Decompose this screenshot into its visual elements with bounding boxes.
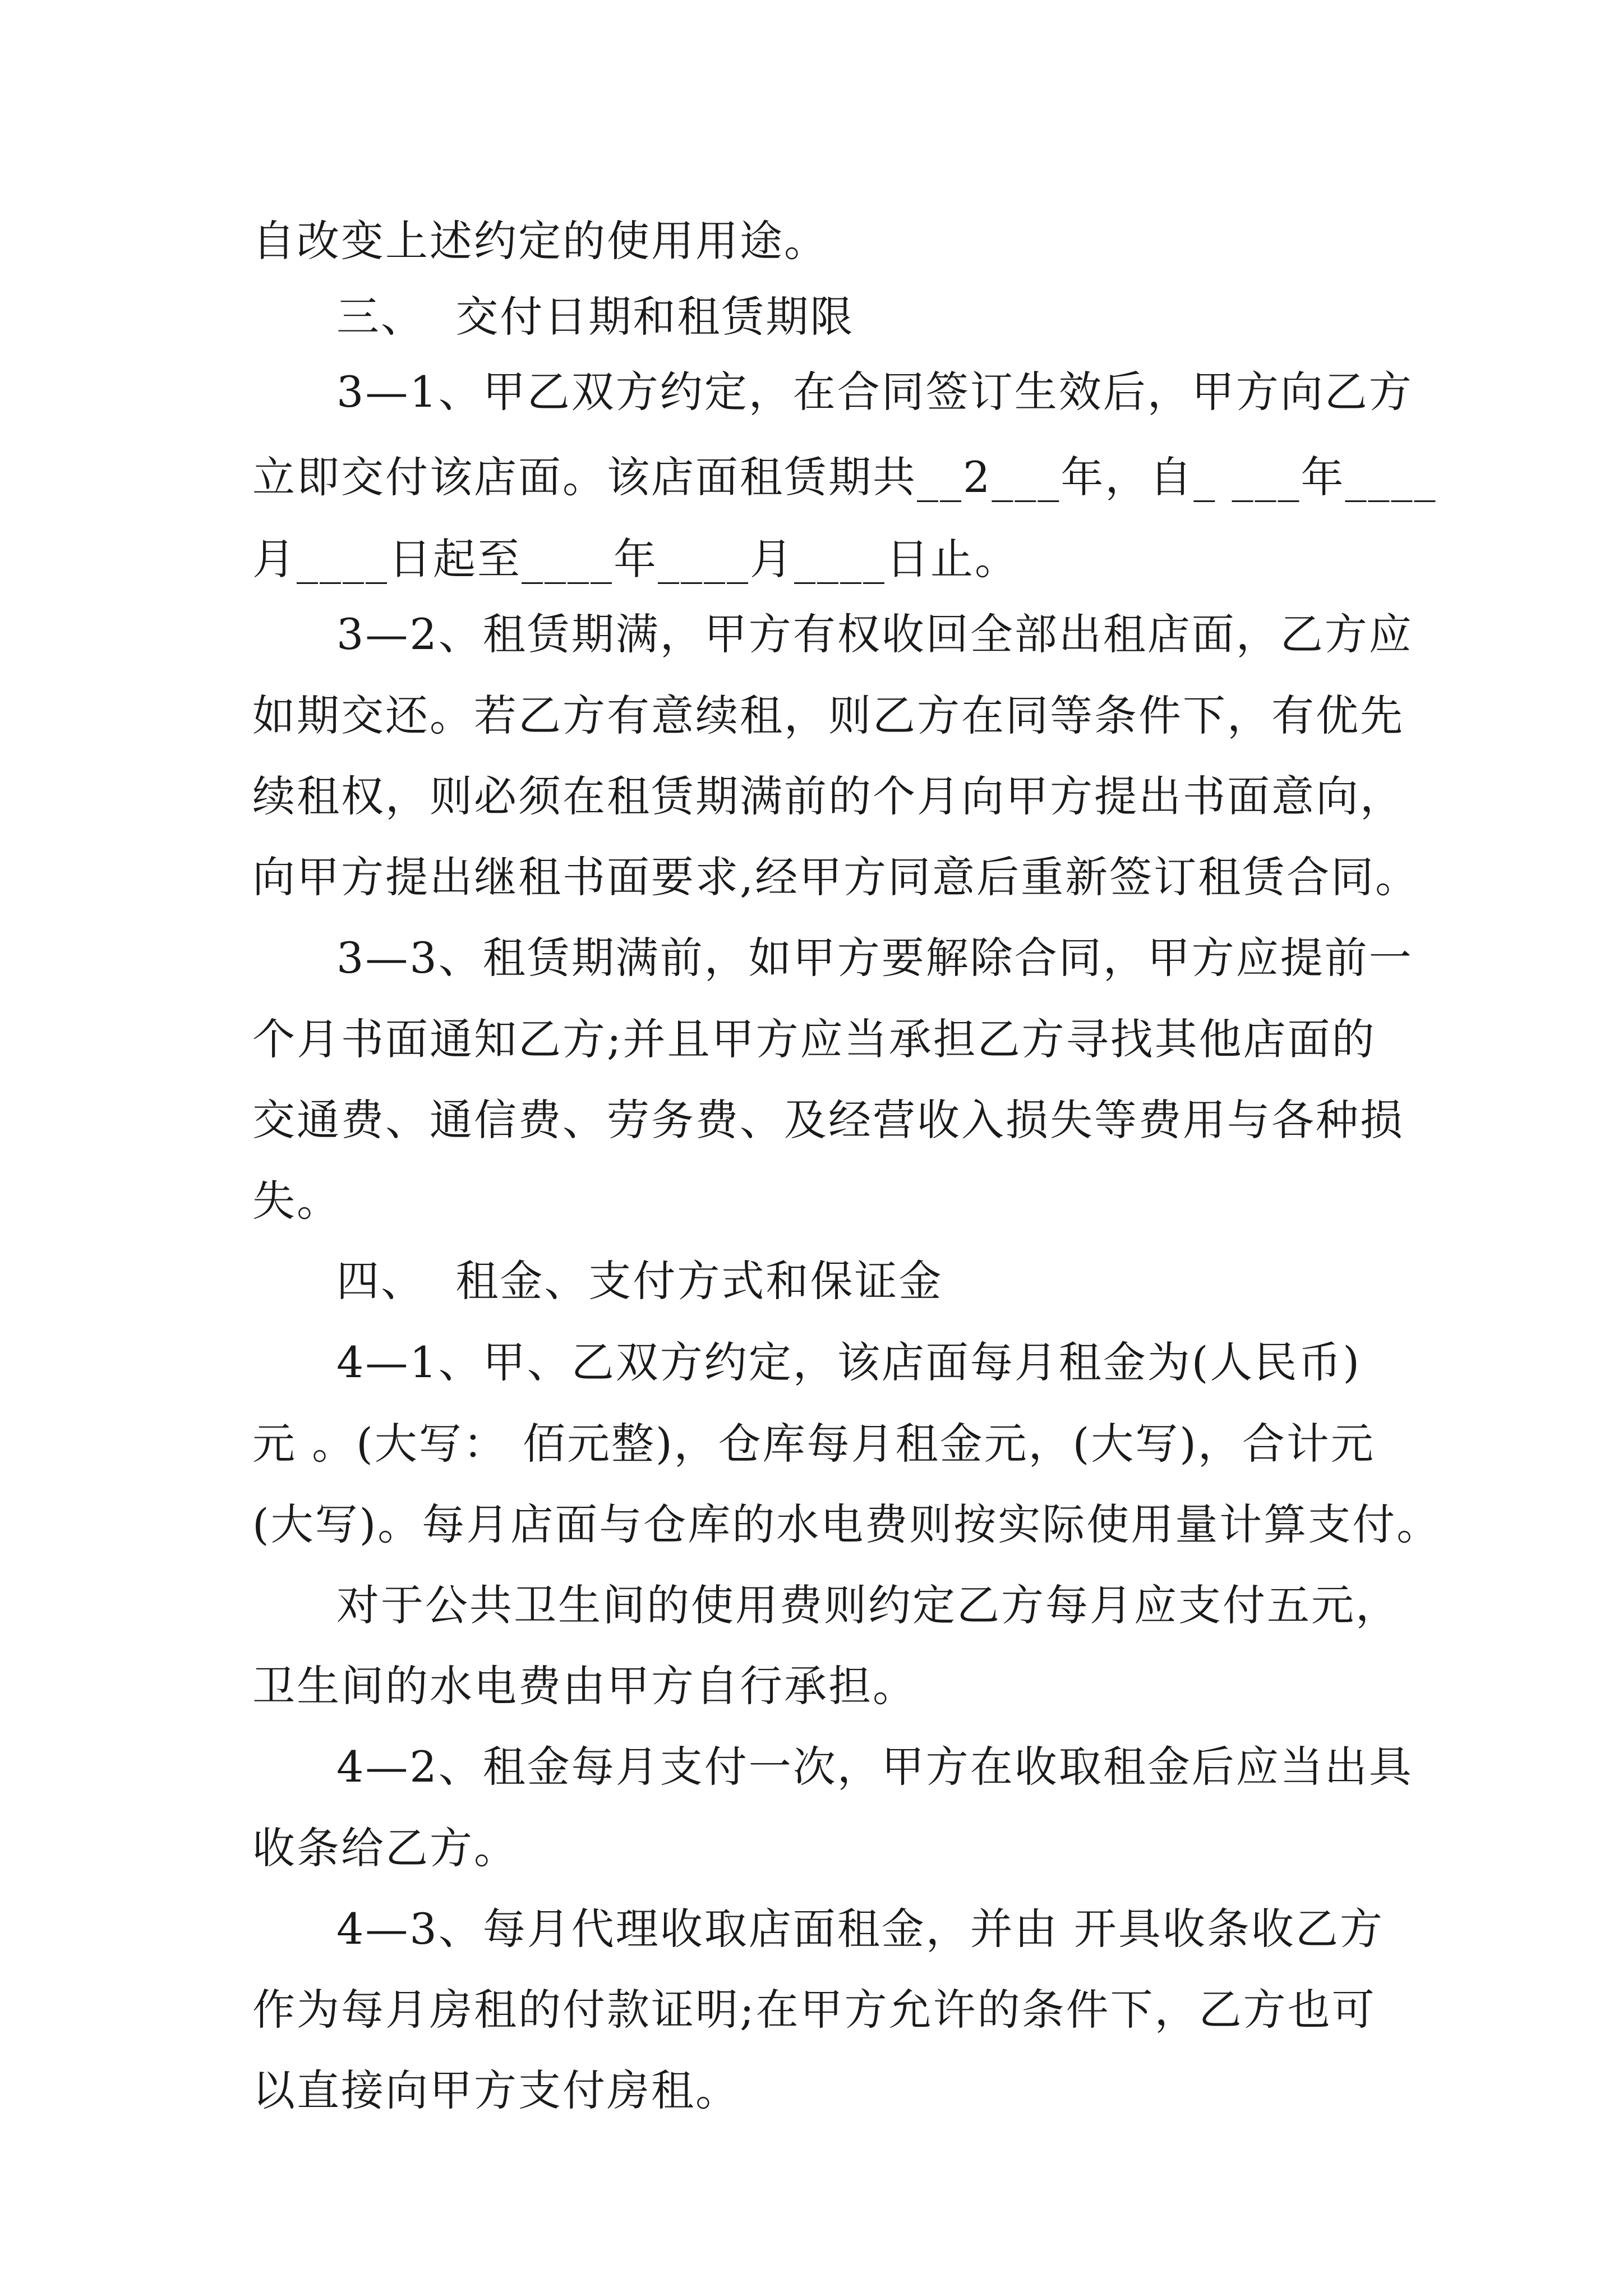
text-line: 立即交付该店面。该店面租赁期共__2___年，自_ ___年____ bbox=[252, 452, 1437, 502]
text-line: 向甲方提出继租书面要求,经甲方同意后重新签订租赁合同。 bbox=[252, 852, 1420, 902]
clause-3-1: 3—1、甲乙双方约定，在合同签订生效后，甲方向乙方 bbox=[336, 367, 1413, 417]
text-line: 如期交还。若乙方有意续租，则乙方在同等条件下，有优先 bbox=[252, 691, 1404, 740]
section-heading-4: 四、 租金、支付方式和保证金 bbox=[336, 1256, 943, 1306]
clause-4-3: 4—3、每月代理收取店面租金，并由 开具收条收乙方 bbox=[336, 1904, 1384, 1954]
clause-3-3: 3—3、租赁期满前，如甲方要解除合同，甲方应提前一 bbox=[336, 933, 1413, 983]
text-line: 月____日起至____年____月____日止。 bbox=[252, 534, 1019, 584]
text-line: 以直接向甲方支付房租。 bbox=[252, 2065, 740, 2115]
text-line: 自改变上述约定的使用用途。 bbox=[252, 216, 828, 266]
clause-4-2: 4—2、租金每月支付一次，甲方在收取租金后应当出具 bbox=[336, 1742, 1413, 1792]
text-line: 作为每月房租的付款证明;在甲方允许的条件下，乙方也可 bbox=[252, 1985, 1376, 2035]
text-line: 元 。(大写： 佰元整)，仓库每月租金元，(大写)，合计元 bbox=[252, 1419, 1375, 1469]
section-heading-3: 三、 交付日期和租赁期限 bbox=[336, 292, 855, 342]
text-line: 续租权，则必须在租赁期满前的个月向甲方提出书面意向， bbox=[252, 771, 1404, 821]
text-line: 个月书面通知乙方;并且甲方应当承担乙方寻找其他店面的 bbox=[252, 1014, 1376, 1064]
clause-3-2: 3—2、租赁期满，甲方有权收回全部出租店面，乙方应 bbox=[336, 609, 1413, 659]
text-line: 交通费、通信费、劳务费、及经营收入损失等费用与各种损 bbox=[252, 1095, 1404, 1145]
clause-4-1: 4—1、甲、乙双方约定，该店面每月租金为(人民币) bbox=[336, 1337, 1362, 1387]
text-line: 收条给乙方。 bbox=[252, 1823, 518, 1873]
text-line: 卫生间的水电费由甲方自行承担。 bbox=[252, 1661, 917, 1711]
text-line: 对于公共卫生间的使用费则约定乙方每月应支付五元， bbox=[336, 1580, 1400, 1630]
text-line: 失。 bbox=[252, 1176, 341, 1226]
text-line: (大写)。每月店面与仓库的水电费则按实际使用量计算支付。 bbox=[252, 1499, 1441, 1549]
